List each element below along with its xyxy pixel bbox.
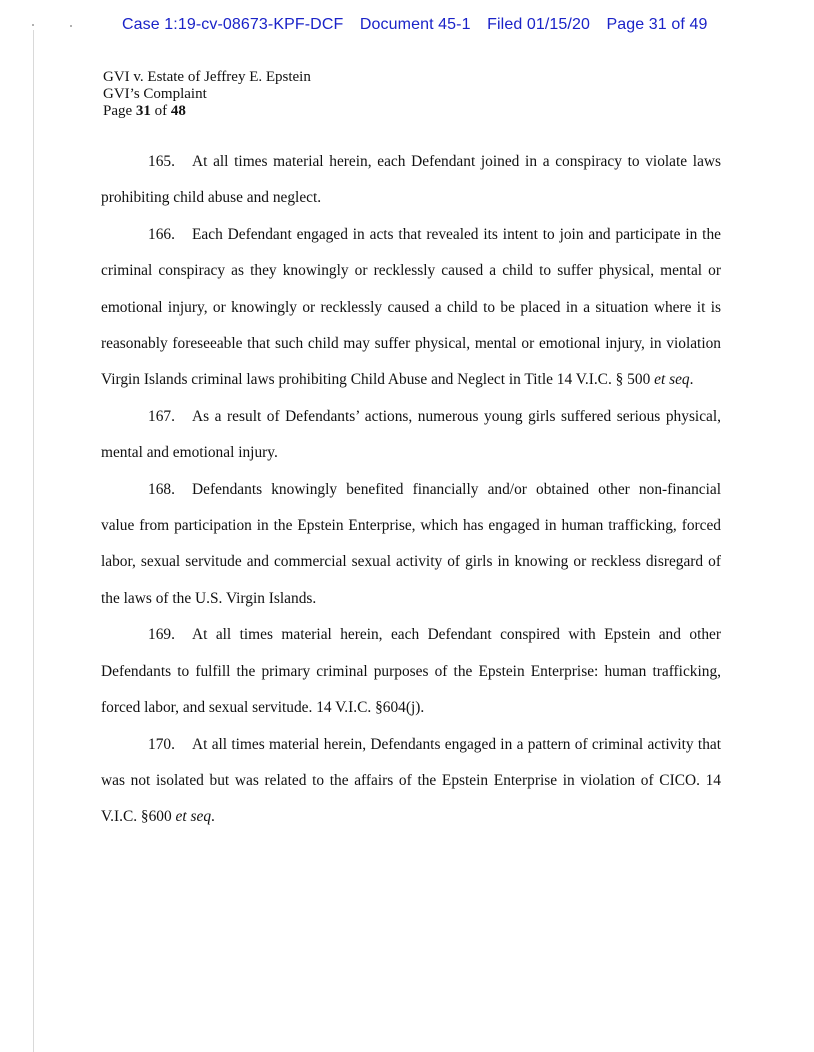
paragraph — [101, 399, 721, 472]
case-number: Case 1:19-cv-08673-KPF-DCF — [122, 16, 344, 33]
stamp-page-number: Page 31 of 49 — [606, 16, 708, 33]
document-title: GVI’s Complaint — [103, 86, 207, 102]
paragraph — [101, 617, 721, 726]
paragraph-text: Defendants knowingly benefited financially and/or obtained other non-financial value from participation in the Epstein Enterprise, which has engaged in human trafficking, forced labor, sexual servitude and commercial sexual activity of girls in knowing or reckless disregard of the laws of the U.S. Virgin Islands. — [101, 480, 721, 607]
scan-edge-line — [33, 30, 34, 1052]
case-caption: GVI v. Estate of Jeffrey E. Epstein — [103, 69, 311, 85]
paragraph: 170. At all times material herein, Defendants engaged in a pattern of criminal activity that was not isolated but was related to the affairs of the Epstein Enterprise in violation of CICO. 14 V.I.C. §600 et seq. — [101, 727, 721, 836]
paragraph-text: At all times material herein, each Defendant joined in a conspiracy to violate laws prohibiting child abuse and neglect. — [101, 153, 721, 207]
paragraph-number: 168. — [148, 480, 175, 498]
page-number: 31 — [135, 103, 151, 119]
paragraph-text: At all times material herein, each Defendant conspired with Epstein and other Defendants to fulfill the primary criminal purposes of the Epstein Enterprise: human trafficking, forced labor, and sexual servitude. 14 V.I.C. §604(j). — [101, 626, 721, 717]
paragraph-text: As a result of Defendants’ actions, numerous young girls suffered serious physical, mental and emotional injury. — [101, 407, 721, 462]
scan-speck — [32, 24, 34, 26]
court-filing-stamp — [122, 16, 719, 34]
running-header — [103, 69, 311, 120]
paragraph-number: 170. — [148, 735, 175, 753]
italic-citation: et seq — [175, 808, 212, 826]
paragraph — [101, 472, 721, 618]
filed-date: Filed 01/15/20 — [487, 16, 590, 33]
paragraph: 166. Each Defendant engaged in acts that revealed its intent to join and participate in the criminal conspiracy as they knowingly or recklessly caused a child to suffer physical, mental or emotional injury, or knowingly or recklessly caused a child to be placed in a situation where it is reasonably foreseeable that such child may suffer physical, mental or emotional injury, in violation Virgin Islands criminal laws prohibiting Child Abuse and Neglect in Title 14 V.I.C. § 500 et seq. — [101, 217, 721, 399]
page-total: 48 — [170, 103, 186, 119]
italic-citation: et seq — [654, 371, 690, 389]
paragraph — [101, 144, 721, 217]
page-indicator: Page 31 of 48 — [103, 103, 186, 119]
paragraph-number: 169. — [148, 626, 175, 644]
paragraph-number: 167. — [148, 407, 175, 425]
paragraph-number: 166. — [148, 225, 175, 243]
paragraph-number: 165. — [148, 153, 175, 170]
complaint-body — [101, 144, 721, 836]
paragraph-text: Each Defendant engaged in acts that revealed its intent to join and participate in the criminal conspiracy as they knowingly or recklessly caused a child to suffer physical, mental or emotional injury, or knowingly or recklessly caused a child to be placed in a situation where it is reasonably foreseeable that such child may suffer physical, mental or emotional injury, in violation Virgin Islands criminal laws prohibiting Child Abuse and Neglect in Title 14 V.I.C. § 500 — [101, 225, 721, 389]
scan-speck — [70, 25, 72, 27]
document-number: Document 45-1 — [359, 16, 471, 33]
paragraph-text: At all times material herein, Defendants engaged in a pattern of criminal activity that was not isolated but was related to the affairs of the Epstein Enterprise in violation of CICO. 14 V.I.C. §600 — [101, 735, 721, 826]
